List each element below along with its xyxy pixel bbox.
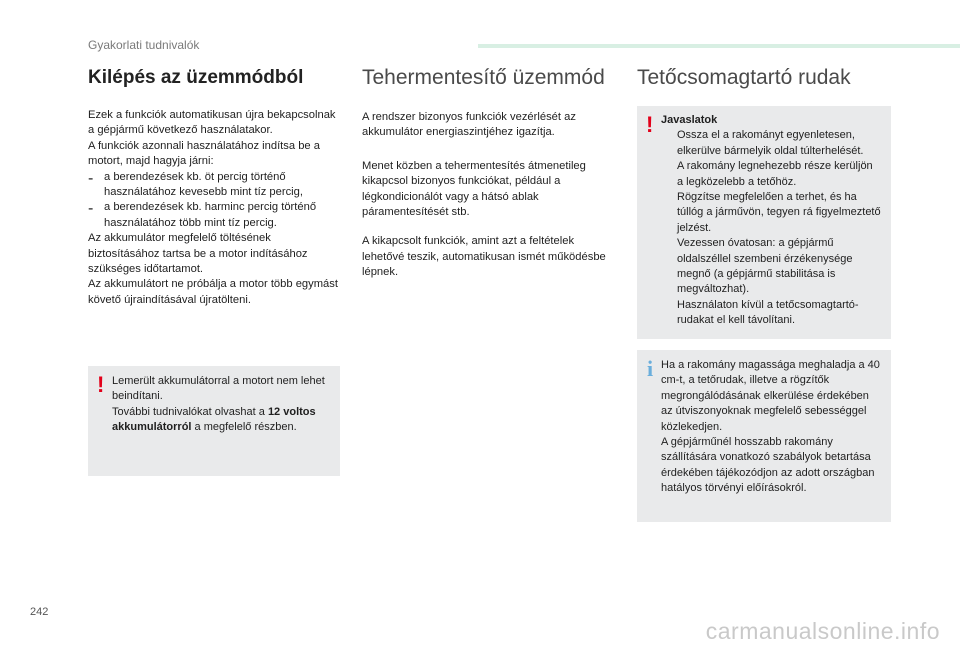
section-label: Gyakorlati tudnivalók bbox=[88, 38, 200, 52]
dash-marker: - bbox=[88, 200, 94, 218]
paragraph: A funkciók azonnali használatához indítsa be a motort, majd hagyja járni: bbox=[88, 139, 320, 168]
list-item bbox=[88, 200, 340, 231]
paragraph: Menet közben a tehermentesítés átmenetileg kikapcsol bizonyos funkciókat, például a légkondicionálót vagy a hátsó ablak páramentesítését stb. bbox=[362, 159, 586, 219]
list-item bbox=[88, 170, 340, 201]
column-exit-mode bbox=[88, 64, 340, 308]
warning-icon: ! bbox=[97, 372, 105, 397]
paragraph: A rendszer bizonyos funkciók vezérlését az akkumulátor energiaszintjéhez igazítja. bbox=[362, 111, 576, 139]
bullet-icon bbox=[661, 159, 677, 190]
list-item bbox=[661, 236, 881, 298]
paragraph: Ezek a funkciók automatikusan újra bekapcsolnak a gépjármű következő használatakor. bbox=[88, 109, 336, 137]
list-item bbox=[661, 298, 881, 329]
warning-callout bbox=[88, 366, 340, 476]
bullet-icon bbox=[661, 190, 677, 236]
list-item-text: Vezessen óvatosan: a gépjármű oldalszéllel szembeni érzékenysége megnő (a gépjármű stabilitása is megváltozhat). bbox=[677, 237, 853, 296]
info-text: Ha a rakomány magassága meghaladja a 40 cm-t, a tetőrudak, illetve a rögzítők megrongálódásának elkerülése érdekében az útviszonyoknak megfelelő sebességgel közlekedjen. bbox=[661, 359, 880, 433]
recommendations-heading: Javaslatok bbox=[661, 114, 718, 126]
info-icon: i bbox=[647, 356, 654, 381]
watermark: carmanualsonline.info bbox=[705, 618, 940, 644]
bullet-icon bbox=[661, 128, 677, 159]
section-title-exit-mode: Kilépés az üzemmódból bbox=[88, 67, 304, 88]
warning-icon: ! bbox=[646, 112, 654, 137]
list-item-text: A rakomány legnehezebb része kerüljön a legközelebb a tetőhöz. bbox=[677, 160, 873, 188]
list-item-text: a berendezések kb. harminc percig történő használatához több mint tíz percig. bbox=[104, 201, 317, 229]
section-title-load-shedding: Tehermentesítő üzemmód bbox=[362, 66, 605, 89]
list-item bbox=[661, 128, 881, 159]
list-item-text: Rögzítse megfelelően a terhet, és ha túllóg a járművön, tegyen rá figyelmeztető jelzést. bbox=[677, 191, 881, 234]
column-load-shedding bbox=[362, 64, 614, 281]
list-item-text: a berendezések kb. öt percig történő használatához kevesebb mint tíz percig, bbox=[104, 170, 303, 199]
list-item bbox=[661, 159, 881, 190]
warning-text-reference: További tudnivalókat olvashat a 12 voltos akkumulátorról a megfelelő részben. bbox=[112, 405, 316, 434]
dash-marker: - bbox=[88, 169, 94, 187]
list-item-text: Használaton kívül a tetőcsomagtartó-rudakat el kell távolítani. bbox=[677, 298, 859, 327]
paragraph: Az akkumulátor megfelelő töltésének biztosításához tartsa be a motor indításához szükséges időtartamot. bbox=[88, 232, 308, 276]
bullet-icon bbox=[661, 298, 677, 329]
section-title-roof-bars: Tetőcsomagtartó rudak bbox=[637, 66, 851, 89]
list-item-text: Ossza el a rakományt egyenletesen, elkerülve bármelyik oldal túlterhelését. bbox=[677, 129, 864, 157]
list-item bbox=[661, 190, 881, 236]
paragraph: Az akkumulátort ne próbálja a motor több egymást követő újraindításával újratölteni. bbox=[88, 278, 338, 306]
page-number: 242 bbox=[30, 606, 49, 618]
paragraph: A kikapcsolt funkciók, amint azt a feltételek lehetővé teszik, automatikusan ismét működésbe lépnek. bbox=[362, 235, 606, 279]
warning-text: Lemerült akkumulátorral a motort nem lehet beindítani. bbox=[112, 375, 325, 403]
recommendations-callout bbox=[637, 106, 891, 339]
info-callout bbox=[637, 350, 891, 522]
column-roof-bars bbox=[637, 64, 891, 110]
bullet-icon bbox=[661, 236, 677, 298]
info-text: A gépjárműnél hosszabb rakomány szállítására vonatkozó szabályok betartása érdekében tájékozódjon az adott országban hatályos törvényi előírásokról. bbox=[661, 436, 875, 495]
header-rule bbox=[478, 44, 960, 48]
reference-bold: 12 voltos akkumulátorról bbox=[112, 405, 316, 434]
